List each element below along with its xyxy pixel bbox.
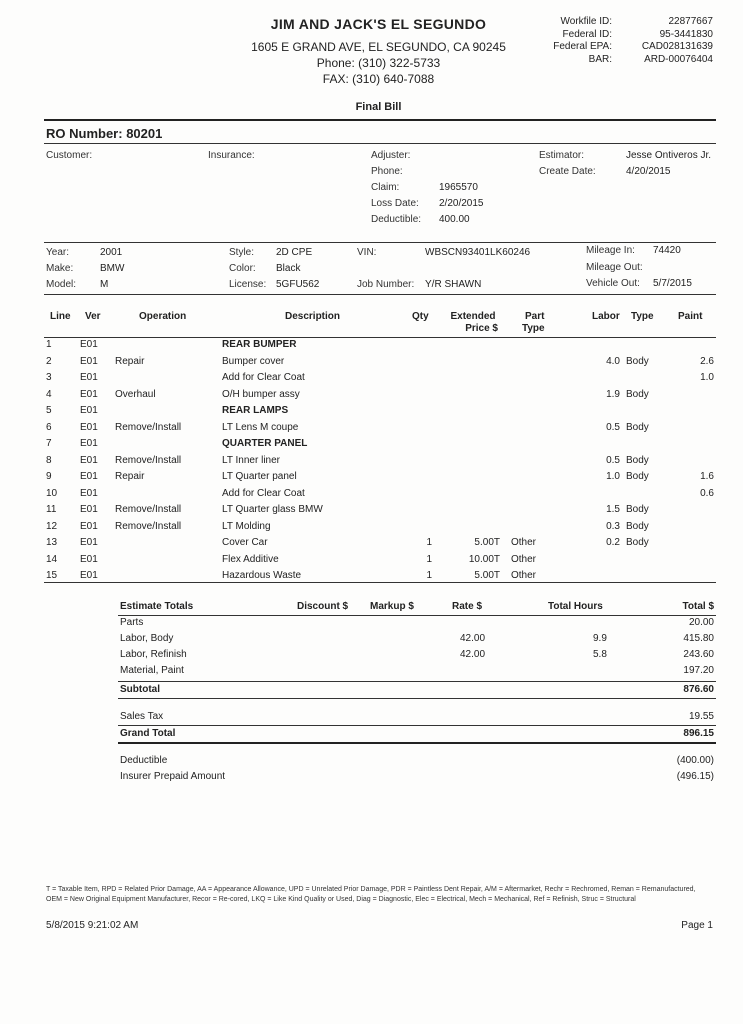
- line-labor-type: Body: [626, 421, 649, 433]
- customer-label: Customer:: [46, 150, 93, 161]
- line-number: 4: [46, 388, 52, 400]
- deductible-total-value: (400.00): [676, 755, 714, 766]
- col-operation: Operation: [139, 311, 187, 322]
- totals-row-name: Parts: [120, 617, 144, 628]
- totals-row-name: Labor, Refinish: [120, 649, 187, 660]
- insurance-label: Insurance:: [208, 150, 255, 161]
- line-number: 13: [46, 537, 58, 548]
- footer-page: Page 1: [681, 920, 713, 931]
- line-operation: Repair: [115, 471, 145, 482]
- totals-col-rate: Rate $: [452, 601, 483, 612]
- totals-row-hours: 9.9: [593, 633, 607, 644]
- totals-row-name: Material, Paint: [120, 665, 184, 676]
- line-ver: E01: [80, 504, 98, 515]
- line-description: Flex Additive: [222, 553, 279, 565]
- line-item-row: [0, 356, 743, 373]
- line-qty: 1: [426, 553, 432, 565]
- make-value: BMW: [100, 263, 125, 274]
- line-number: 10: [46, 487, 58, 499]
- line-labor-type: Body: [626, 388, 649, 400]
- totals-row-total: 197.20: [683, 665, 714, 676]
- shop-address: 1605 E GRAND AVE, EL SEGUNDO, CA 90245: [251, 40, 506, 54]
- vin-value: WBSCN93401LK60246: [425, 247, 531, 258]
- line-item-row: [0, 455, 743, 472]
- workfile-id-label: Workfile ID:: [560, 16, 612, 27]
- col-qty: Qty: [412, 311, 429, 322]
- line-labor-type: Body: [626, 520, 649, 532]
- line-ver: E01: [80, 537, 98, 548]
- id-labels: [540, 16, 612, 66]
- vehicle-bottom-rule: [44, 294, 716, 295]
- shop-fax: FAX: (310) 640-7088: [322, 72, 435, 86]
- line-ver: E01: [80, 487, 98, 499]
- federal-id-label: Federal ID:: [562, 28, 612, 40]
- line-ver: E01: [80, 438, 98, 449]
- line-description: LT Lens M coupe: [222, 421, 299, 433]
- col-paint: Paint: [678, 311, 703, 322]
- line-labor-type: Body: [626, 504, 649, 515]
- col-part-type-1: Part: [525, 311, 545, 322]
- grand-total-label: Grand Total: [120, 728, 176, 739]
- color-label: Color:: [229, 263, 256, 274]
- line-labor: 0.5: [606, 421, 620, 433]
- ro-label: RO Number:: [46, 126, 123, 141]
- totals-col-hours: Total Hours: [548, 601, 603, 612]
- vehicle-out-value: 5/7/2015: [653, 278, 692, 289]
- line-qty: 1: [426, 570, 432, 581]
- lines-header-rule: [44, 337, 716, 338]
- line-description: LT Quarter glass BMW: [222, 504, 323, 515]
- line-number: 3: [46, 372, 52, 383]
- bar-value: ARD-00076404: [644, 53, 713, 65]
- create-date-label: Create Date:: [539, 166, 596, 177]
- line-paint: 1.6: [700, 471, 714, 482]
- line-operation: Remove/Install: [115, 454, 182, 466]
- mileage-out-label: Mileage Out:: [586, 262, 643, 273]
- line-labor-type: Body: [626, 537, 649, 548]
- totals-col-discount: Discount $: [297, 601, 349, 612]
- line-labor-type: Body: [626, 355, 649, 367]
- totals-row-total: 20.00: [688, 617, 714, 628]
- footer-timestamp: 5/8/2015 9:21:02 AM: [46, 920, 139, 931]
- job-number-label: Job Number:: [357, 279, 415, 290]
- deductible-value: 400.00: [439, 214, 470, 225]
- line-item-row: [0, 504, 743, 521]
- line-ver: E01: [80, 471, 98, 482]
- model-label: Model:: [46, 279, 77, 290]
- loss-date-label: Loss Date:: [371, 198, 419, 209]
- subtotal-value: 876.60: [683, 684, 714, 695]
- vehicle-top-rule: [44, 242, 716, 243]
- line-labor: 0.2: [606, 537, 620, 548]
- totals-row: [0, 633, 743, 649]
- totals-row-rate: 42.00: [460, 633, 486, 644]
- line-number: 9: [46, 471, 52, 482]
- line-item-row: [0, 554, 743, 571]
- line-number: 1: [46, 339, 52, 350]
- line-description: Cover Car: [222, 537, 268, 548]
- line-operation: Remove/Install: [115, 504, 182, 515]
- line-description: LT Molding: [222, 520, 271, 532]
- totals-row: [0, 617, 743, 633]
- line-ver: E01: [80, 372, 98, 383]
- federal-epa-label: Federal EPA:: [553, 41, 612, 52]
- totals-row-hours: 5.8: [593, 649, 607, 660]
- line-ver: E01: [80, 355, 98, 367]
- style-value: 2D CPE: [276, 247, 313, 258]
- line-part-type: Other: [511, 570, 537, 581]
- totals-row-rate: 42.00: [460, 649, 486, 660]
- year-value: 2001: [100, 247, 123, 258]
- line-labor-type: Body: [626, 471, 649, 482]
- line-part-type: Other: [511, 553, 537, 565]
- line-paint: 1.0: [700, 372, 714, 383]
- ro-number: [46, 126, 162, 141]
- loss-date-value: 2/20/2015: [439, 198, 484, 209]
- ro-rule: [44, 143, 716, 144]
- vehicle-out-label: Vehicle Out:: [586, 278, 640, 289]
- line-labor: 1.5: [606, 504, 620, 515]
- line-description: Add for Clear Coat: [222, 372, 305, 383]
- line-price: 5.00T: [474, 570, 500, 581]
- subtotal-top-rule: [118, 681, 716, 682]
- totals-header-rule: [118, 615, 716, 616]
- mileage-in-label: Mileage In:: [586, 245, 635, 256]
- line-description: LT Inner liner: [222, 454, 280, 466]
- line-ver: E01: [80, 388, 98, 400]
- deductible-total-label: Deductible: [120, 755, 168, 766]
- mileage-in-value: 74420: [653, 245, 681, 256]
- line-description: QUARTER PANEL: [222, 438, 308, 449]
- totals-row-name: Labor, Body: [120, 633, 174, 644]
- grand-total-bottom-rule: [118, 742, 716, 744]
- line-labor: 0.5: [606, 454, 620, 466]
- line-paint: 2.6: [700, 355, 714, 367]
- id-values: [620, 16, 713, 66]
- line-item-row: [0, 339, 743, 356]
- totals-col-total: Total $: [682, 601, 714, 612]
- line-price: 5.00T: [474, 537, 500, 548]
- line-item-row: [0, 537, 743, 554]
- line-number: 6: [46, 421, 52, 433]
- col-labor: Labor: [592, 311, 620, 322]
- line-ver: E01: [80, 405, 98, 416]
- sales-tax-value: 19.55: [688, 711, 714, 722]
- totals-row-total: 243.60: [683, 649, 714, 660]
- line-number: 5: [46, 405, 52, 416]
- federal-id-value: 95-3441830: [659, 28, 713, 40]
- col-part-type-2: Type: [522, 323, 545, 334]
- license-label: License:: [229, 279, 267, 290]
- line-labor: 0.3: [606, 520, 620, 532]
- line-number: 15: [46, 570, 58, 581]
- sales-tax-label: Sales Tax: [120, 711, 164, 722]
- line-item-row: [0, 471, 743, 488]
- workfile-id-value: 22877667: [668, 16, 713, 27]
- grand-total-top-rule: [118, 725, 716, 726]
- create-date-value: 4/20/2015: [626, 166, 671, 177]
- line-number: 14: [46, 553, 58, 565]
- grand-total-value: 896.15: [683, 728, 714, 739]
- line-item-row: [0, 488, 743, 505]
- model-value: M: [100, 279, 109, 290]
- line-paint: 0.6: [700, 487, 714, 499]
- line-price: 10.00T: [468, 553, 500, 565]
- line-operation: Remove/Install: [115, 520, 182, 532]
- line-item-row: [0, 405, 743, 422]
- line-operation: Repair: [115, 355, 145, 367]
- line-item-row: [0, 389, 743, 406]
- federal-epa-value: CAD028131639: [641, 41, 713, 52]
- line-ver: E01: [80, 421, 98, 433]
- line-item-row: [0, 438, 743, 455]
- subtotal-bottom-rule: [118, 698, 716, 699]
- prepaid-label: Insurer Prepaid Amount: [120, 771, 226, 782]
- line-item-row: [0, 521, 743, 538]
- line-labor-type: Body: [626, 454, 649, 466]
- line-qty: 1: [426, 537, 432, 548]
- col-ext-price-2: Price $: [465, 323, 498, 334]
- style-label: Style:: [229, 247, 255, 258]
- claim-label: Claim:: [371, 182, 400, 193]
- footer-legend: T = Taxable Item, RPD = Related Prior Damage, AA = Appearance Allowance, UPD = Unrelated Prior Damage, PDR = Paintless Dent Repair, A/M = Aftermarket, Rechr = Rechromed, Reman = Remanufactured, OEM = New Original Equipment Manufacturer, Recor = Re-cored, LKQ = Like Kind Quality or Used, Diag = Diagnostic, Elec = Electrical, Mech = Mechanical, Ref = Refinish, Struc = Structural: [46, 886, 696, 903]
- col-description: Description: [285, 311, 341, 322]
- col-ext-price-1: Extended: [450, 311, 496, 322]
- line-operation: Overhaul: [115, 388, 156, 400]
- license-value: 5GFU562: [276, 279, 320, 290]
- line-operation: Remove/Install: [115, 421, 182, 433]
- phone-label: Phone:: [371, 166, 403, 177]
- estimator-value: Jesse Ontiveros Jr.: [626, 150, 712, 161]
- line-ver: E01: [80, 520, 98, 532]
- line-number: 8: [46, 454, 52, 466]
- line-ver: E01: [80, 454, 98, 466]
- deductible-label: Deductible:: [371, 214, 422, 225]
- job-number-value: Y/R SHAWN: [425, 279, 482, 290]
- line-description: O/H bumper assy: [222, 388, 300, 400]
- lines-bottom-rule: [44, 582, 716, 583]
- line-ver: E01: [80, 553, 98, 565]
- prepaid-value: (496.15): [676, 771, 714, 782]
- line-item-row: [0, 372, 743, 389]
- totals-row: [0, 665, 743, 681]
- line-number: 11: [46, 504, 57, 515]
- line-labor: 1.9: [606, 388, 620, 400]
- claim-value: 1965570: [439, 182, 478, 193]
- line-description: REAR BUMPER: [222, 339, 297, 350]
- estimator-label: Estimator:: [539, 150, 585, 161]
- totals-col-markup: Markup $: [370, 601, 414, 612]
- line-description: REAR LAMPS: [222, 405, 289, 416]
- totals-row-total: 415.80: [683, 633, 714, 644]
- col-line: Line: [50, 311, 71, 322]
- bar-label: BAR:: [588, 53, 612, 65]
- shop-phone: Phone: (310) 322-5733: [316, 56, 441, 70]
- line-description: LT Quarter panel: [222, 471, 297, 482]
- make-label: Make:: [46, 263, 74, 274]
- line-labor: 1.0: [606, 471, 620, 482]
- line-item-row: [0, 422, 743, 439]
- ro-value: 80201: [126, 126, 163, 141]
- line-ver: E01: [80, 570, 98, 581]
- adjuster-label: Adjuster:: [371, 150, 411, 161]
- line-number: 7: [46, 438, 52, 449]
- subtotal-label: Subtotal: [120, 684, 160, 695]
- color-value: Black: [276, 263, 301, 274]
- line-ver: E01: [80, 339, 98, 350]
- line-item-row: [0, 570, 743, 587]
- line-description: Add for Clear Coat: [222, 487, 305, 499]
- col-type: Type: [631, 311, 654, 322]
- col-ver: Ver: [85, 311, 101, 322]
- header-rule: [44, 119, 716, 121]
- vin-label: VIN:: [357, 247, 377, 258]
- line-description: Hazardous Waste: [222, 570, 302, 581]
- totals-row: [0, 649, 743, 665]
- line-number: 2: [46, 355, 52, 367]
- year-label: Year:: [46, 247, 69, 258]
- line-part-type: Other: [511, 537, 537, 548]
- line-description: Bumper cover: [222, 355, 285, 367]
- line-number: 12: [46, 520, 58, 532]
- line-labor: 4.0: [606, 355, 620, 367]
- totals-col-name: Estimate Totals: [120, 601, 194, 612]
- shop-name: JIM AND JACK'S EL SEGUNDO: [270, 16, 487, 32]
- doc-title: Final Bill: [355, 101, 402, 113]
